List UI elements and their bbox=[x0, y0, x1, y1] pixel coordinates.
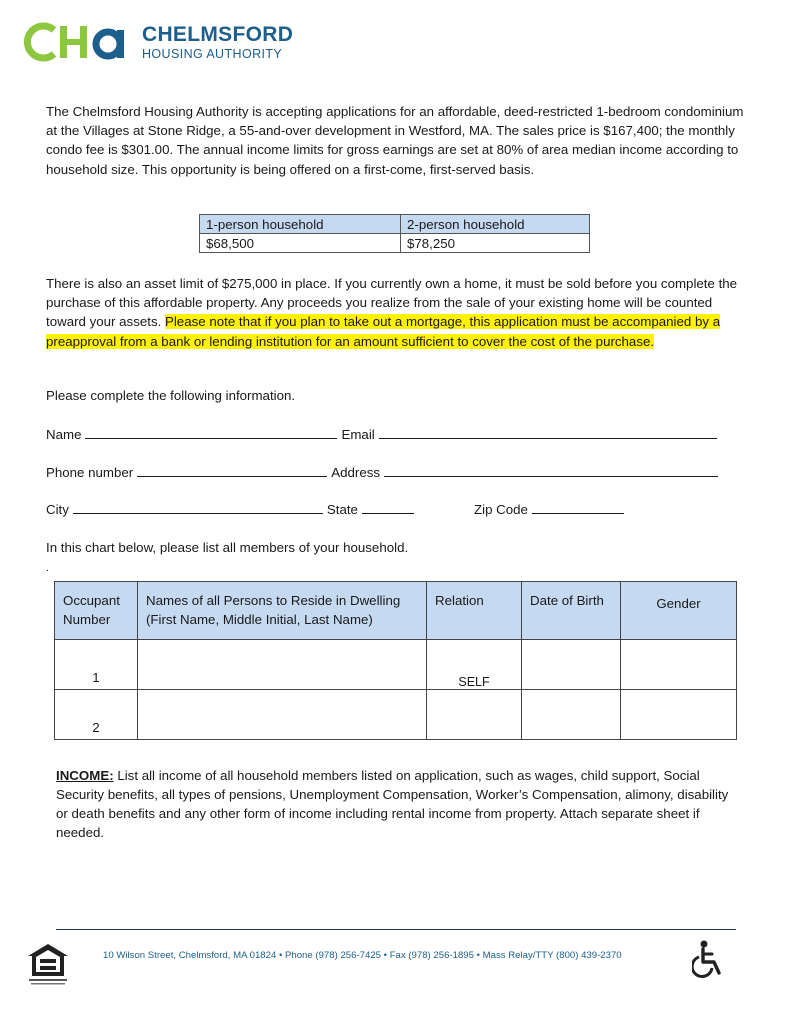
email-field[interactable] bbox=[379, 426, 717, 439]
city-field[interactable] bbox=[73, 501, 323, 514]
city-label: City bbox=[46, 502, 69, 517]
phone-field[interactable] bbox=[137, 464, 327, 477]
gender-header: Gender bbox=[621, 582, 737, 640]
org-name: CHELMSFORD bbox=[142, 23, 294, 46]
relation-cell[interactable] bbox=[427, 640, 522, 690]
gender-cell[interactable] bbox=[621, 640, 737, 690]
occupant-number-cell bbox=[55, 690, 138, 740]
asset-text: There is also an asset limit of $275,000 in place. If you currently own a home, it must be sold before you complete the purchase of this affordable property. Any proceeds you realize from the sale of your existing home will be counted toward your assets. bbox=[46, 276, 738, 330]
income-limit-value: $78,250 bbox=[401, 234, 590, 253]
complete-prompt: Please complete the following information. bbox=[46, 388, 296, 403]
footer-rule bbox=[56, 929, 736, 930]
income-limit-header: 1-person household bbox=[200, 215, 401, 234]
zip-line bbox=[474, 501, 628, 517]
income-limits-value-row bbox=[200, 234, 590, 253]
date-of-birth-cell[interactable] bbox=[522, 640, 621, 690]
income-limits-header-row bbox=[200, 215, 590, 234]
phone-address-line bbox=[46, 464, 722, 480]
income-limits-table bbox=[199, 214, 590, 253]
income-text: List all income of all household members listed on application, such as wages, child support, Social Security benefits, all types of pensions, Unemployment Compensation, Worker’s Compensation, alimony, disability or death benefits and any other form of income including rental income from property. Attach separate sheet if needed. bbox=[56, 768, 729, 840]
chart-prompt: In this chart below, please list all members of your household. bbox=[46, 540, 409, 555]
zip-label: Zip Code bbox=[474, 502, 528, 517]
address-label: Address bbox=[331, 465, 381, 480]
occupant-number-header: Occupant Number bbox=[55, 582, 138, 640]
asset-paragraph bbox=[46, 274, 746, 351]
intro-paragraph: The Chelmsford Housing Authority is accepting applications for an affordable, deed-restricted 1-bedroom condominium at the Villages at Stone Ridge, a 55-and-over development in Westford, MA. The sales price is $167,400; the monthly condo fee is $301.00. The annual income limits for gross earnings are set at 80% of area median income according to household size. This opportunity is being offered on a first-come, first-served basis. bbox=[46, 104, 744, 177]
occupant-number-cell bbox=[55, 640, 138, 690]
footer-contact: 10 Wilson Street, Chelmsford, MA 01824 • Phone (978) 256-7425 • Fax (978) 256-1895 • Mass Relay/TTY (800) 439-2370 bbox=[103, 950, 622, 961]
occupant-number: 2 bbox=[92, 720, 100, 735]
household-table bbox=[54, 581, 737, 740]
stray-dot: . bbox=[46, 562, 50, 574]
email-label: Email bbox=[341, 427, 375, 442]
phone-label: Phone number bbox=[46, 465, 134, 480]
relation-value: SELF bbox=[458, 675, 490, 689]
income-label: INCOME: bbox=[56, 768, 114, 783]
address-field[interactable] bbox=[384, 464, 718, 477]
names-cell[interactable] bbox=[138, 690, 427, 740]
income-section bbox=[56, 766, 736, 842]
table-row bbox=[55, 640, 737, 690]
names-cell[interactable] bbox=[138, 640, 427, 690]
state-field[interactable] bbox=[362, 501, 414, 514]
date-of-birth-header: Date of Birth bbox=[522, 582, 621, 640]
org-subtitle: HOUSING AUTHORITY bbox=[142, 47, 283, 61]
state-label: State bbox=[326, 502, 358, 517]
relation-cell[interactable] bbox=[427, 690, 522, 740]
relation-header: Relation bbox=[427, 582, 522, 640]
cha-logo-mark bbox=[24, 22, 132, 62]
names-header: Names of all Persons to Reside in Dwelling (First Name, Middle Initial, Last Name) bbox=[138, 582, 427, 640]
date-of-birth-cell[interactable] bbox=[522, 690, 621, 740]
name-label: Name bbox=[46, 427, 82, 442]
zip-field[interactable] bbox=[532, 501, 624, 514]
equal-housing-opportunity-icon bbox=[26, 942, 70, 986]
wheelchair-icon bbox=[692, 940, 726, 978]
income-limit-value: $68,500 bbox=[200, 234, 401, 253]
name-field[interactable] bbox=[85, 426, 337, 439]
table-row bbox=[55, 690, 737, 740]
income-limit-header: 2-person household bbox=[401, 215, 590, 234]
mortgage-highlight: Please note that if you plan to take out a mortgage, this application must be accompanied by a preapproval from a bank or lending institution for an amount sufficient to cover the cost of the purchase. bbox=[46, 314, 721, 349]
occupant-number: 1 bbox=[92, 670, 100, 685]
household-header-row bbox=[55, 582, 737, 640]
city-state-zip-line bbox=[46, 501, 418, 517]
name-email-line bbox=[46, 426, 721, 442]
gender-cell[interactable] bbox=[621, 690, 737, 740]
